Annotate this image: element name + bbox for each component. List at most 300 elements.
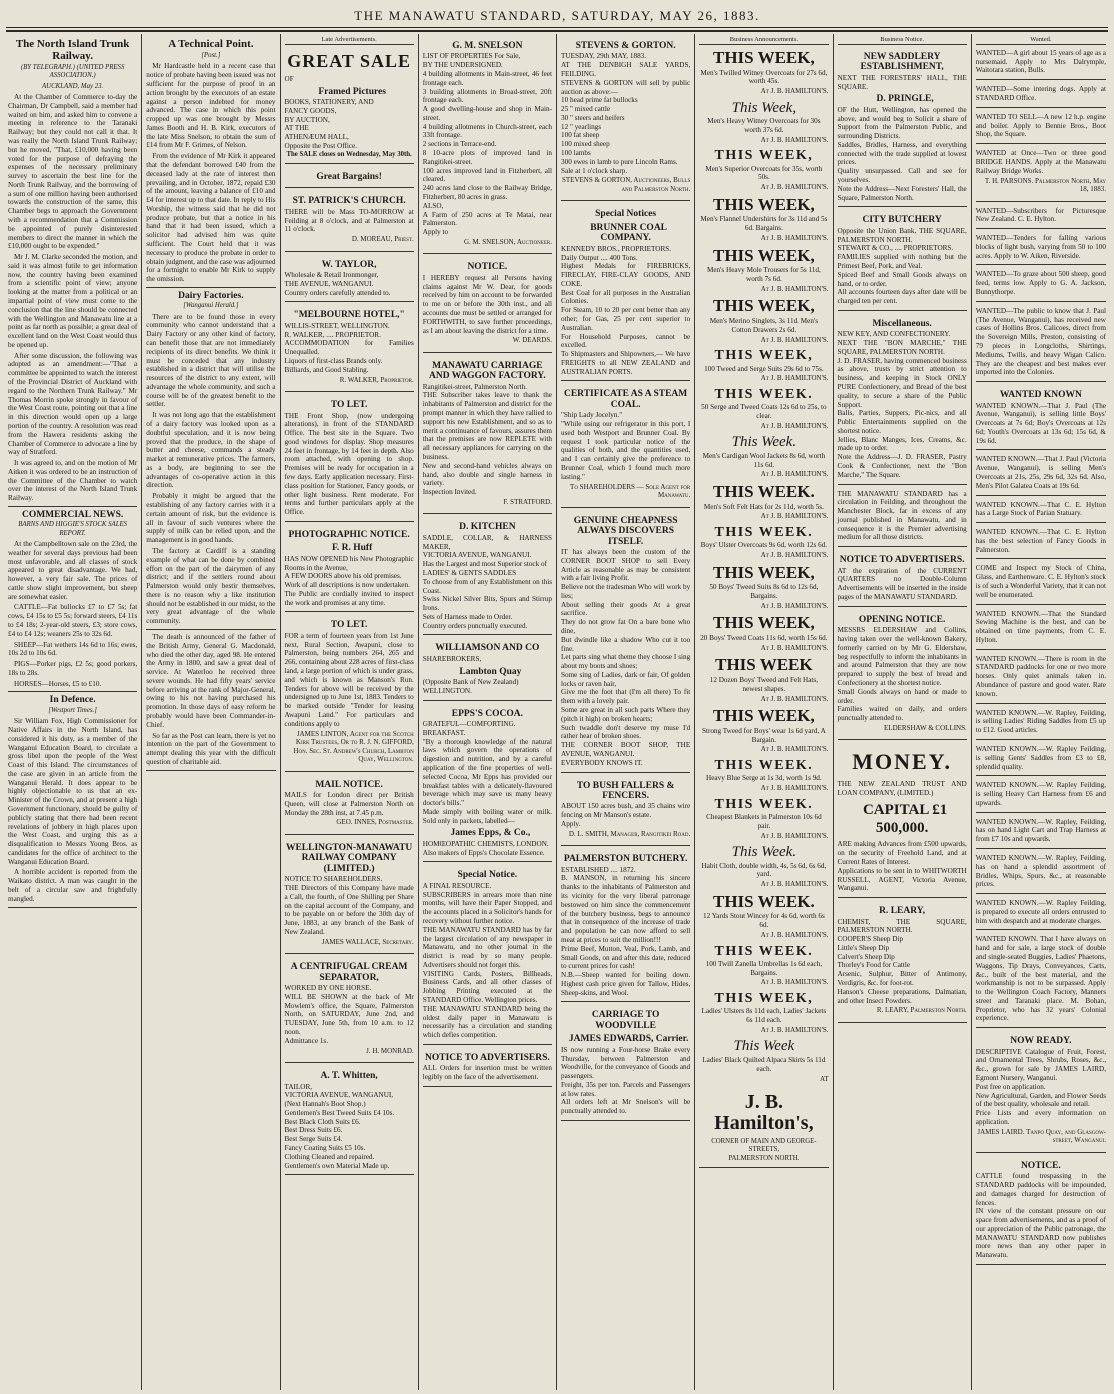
advertisement <box>285 395 414 522</box>
ad-line: Admittance 1s. <box>284 1036 329 1045</box>
ad-line: 100 mixed sheep <box>561 140 610 149</box>
ad-line: WANTED at Once—Two or three good BRIDGE HANDS. Apply at the Manawatu Railway Bridge Works. <box>975 149 1106 175</box>
this-week-line: Men's Soft Felt Hats for 2s 11d, worth 5s. <box>703 502 824 511</box>
advertisement <box>976 933 1106 1028</box>
ad-headline: CERTIFICATE AS A STEAM COAL. <box>563 389 688 410</box>
this-week-signature: At J. B. HAMILTON'S. <box>760 745 829 754</box>
ad-line: STEVENS & GORTON will sell by public auction as above:— <box>561 78 691 96</box>
ad-headline: PHOTOGRAPHIC NOTICE. <box>288 529 410 540</box>
ad-line: D. PRINGLE, <box>876 94 934 105</box>
advertisement <box>285 167 414 188</box>
ad-line: WILLIS-STREET, WELLINGTON. <box>284 321 390 330</box>
ad-line: All orders left at Mr Snelson's will be punctually attended to. <box>561 1098 691 1116</box>
advertisement <box>838 550 967 607</box>
ad-line: BY AUCTION, <box>284 115 330 124</box>
ad-headline: OPENING NOTICE. <box>858 614 946 625</box>
ad-line: Country orders punctually executed. <box>422 621 528 630</box>
ad-line: Saddles, Bridles, Harness, and everything connected with the trade supplied at lowest prices. <box>837 140 967 167</box>
ad-line: Some are great in all such parts Where they (pitch it high) on broken hearts; <box>561 706 691 723</box>
column-1 <box>4 34 142 1390</box>
this-week-ad <box>699 758 828 793</box>
ad-line: ALSO, <box>422 201 444 210</box>
advertisement <box>423 865 552 1045</box>
ad-line: Gentlemen's Best Tweed Suits £4 10s. <box>284 1108 395 1117</box>
advertisement <box>423 517 552 635</box>
this-week-ad <box>699 483 828 521</box>
ad-headline: A CENTRIFUGAL CREAM SEPARATOR, <box>290 962 408 983</box>
column-section-label: Business Notice. <box>838 36 967 45</box>
column-section-label: Late Advertisements. <box>285 36 414 45</box>
this-week-signature: At J. B. HAMILTON'S. <box>760 335 829 344</box>
this-week-ad <box>699 614 828 652</box>
ad-headline: R. LEARY, <box>879 906 926 917</box>
ad-line: Rangitikei-street, Palmerston North. <box>422 382 527 391</box>
ad-line: Prime Beef, Mutton, Veal, Pork, Lamb, and Small Goods, on and after this date, reduced to current prices for cash! <box>561 944 691 971</box>
this-week-line: Cheapest Blankets in Palmerston 10s 6d pair. <box>706 813 822 830</box>
article <box>146 291 275 626</box>
ad-line: Work of all descriptions is now undertaken. <box>284 581 410 590</box>
ad-line: VISITING Cards, Posters, Billheads, Business Cards, and all other classes of Jobbing Printing executed at the STANDARD Office. Wellington prices. <box>422 969 552 1005</box>
advertisement <box>561 204 690 381</box>
this-week-ad <box>699 348 828 383</box>
this-week-signature: At J. B. HAMILTON'S. <box>760 694 829 703</box>
this-week-signature: At J. B. HAMILTON'S. <box>760 831 829 840</box>
ad-line: NEXT THE "BON MARCHE," THE SQUARE, PALMERSTON NORTH. <box>837 339 967 356</box>
masthead-title: THE MANAWATU STANDARD, SATURDAY, MAY 26, 1883. <box>354 8 760 23</box>
article-paragraph: The factory at Cardiff is a standing example of what can be done by combined effort on the part of the dairymen of any district; and if the settlers round about Palmerston would only bestir themselves, there is no reason why a like institution should not be established in our midst, to the very great advantage of the whole community. <box>146 546 276 626</box>
ad-headline: Special Notice. <box>457 870 518 881</box>
ad-line: New Agricultural, Garden, and Flower Seeds of the best quality, wholesale and retail. <box>975 1091 1106 1109</box>
ad-signature: R. WALKER, Proprietor. <box>339 375 414 384</box>
article-paragraph: The death is announced of the father of the British Army, General G. Macdonald, who died the other day, aged 98. He entered the Army in 1800, and saw a great deal of service. At Waterloo he received three severe wounds. He had fifty years' service before arriving at the rank of Major-General, owing to his not having purchased his promotion. In those days of easy reform he probably would have been Commander-in-Chief. <box>146 632 276 729</box>
article-paragraph: At the Chamber of Commerce to-day the Chairman, Dr Campbell, said a member had waited on him, and asked him to convene a meeting in reference to the Taranaki Railway; but they could not call it that. It was really the North Island Trunk Railway; but he moved, "That, £10,000 having been voted for the purpose of defraying the expenses of the necessary preliminary survey to ascertain the best line for the North Trunk Railway, and the borrowing of a sum of one million having been authorised towards the construction of the same, this Chamber begs to approach the Government with a recommendation that a Commission be appointed of purely disinterested members to direct the manner in which the £10,000 ought to be expended." <box>8 93 138 251</box>
ad-line: SUBSCRIBERS in arrears more than nine months, will have their Paper Stopped, and the accounts placed in a Solicitor's hands for recovery without further notice. <box>422 890 552 925</box>
article-paragraph: Mr J. M. Clarke seconded the motion, and said it was almost futile to get information now, the country having been examined from a scientific point of view; anyone looking at the matter from a political or an impartial point of view must come to the conclusion that the line should be connected with the Wellington and Manawatu line at a point as far north as possible; a great deal of excellent land on the West Coast would thus be opened up. <box>8 253 138 349</box>
ad-line: Opposite the Union Bank, THE SQUARE, PALMERSTON NORTH. <box>837 226 967 244</box>
article-divider <box>8 907 137 908</box>
ad-line: A Farm of 250 acres at Te Matai, near Palmerston. <box>422 210 552 228</box>
ad-line: ATHENÆUM HALL, <box>284 133 349 142</box>
ad-line: WANTED KNOWN.—W. Rapley, Feilding, has on hand a splendid assortment of Bridles, Whips, Spurs, &c., at reasonable prices. <box>975 853 1106 889</box>
ad-line: (Opposite Bank of New Zealand) <box>422 678 519 687</box>
ad-line: VICTORIA AVENUE, WANGANUI, <box>284 1091 394 1100</box>
ad-line: Jellies, Blanc Manges, Ices, Creams, &c. made up to order. <box>837 435 967 453</box>
article-paragraph: Probably it might be argued that the establishing of any factory carries with it a certain amount of risk, but the evidence is all in favour of such ventures where the supply of milk can be relied upon, and the management is in good hands. <box>146 492 276 545</box>
ad-line: TAILOR, <box>284 1082 313 1091</box>
this-week-signature: At J. B. HAMILTON'S. <box>760 880 829 889</box>
ad-signature: J. H. MONRAD. <box>366 1046 414 1055</box>
ad-headline: TO LET. <box>330 620 368 631</box>
ad-line: Small Goods always on hand or made to order. <box>837 687 967 705</box>
ad-signature: STEVENS & GORTON, Auctioneers, Bulls and Palmerston North. <box>562 176 691 193</box>
this-week-signature: AT <box>819 1074 829 1083</box>
ad-headline: TO BUSH FALLERS & FENCERS. <box>576 780 675 801</box>
ad-line: Calvert's Sheep Dip <box>837 952 895 961</box>
ad-line: JAMES EDWARDS, Carrier. <box>568 1034 689 1045</box>
article-paragraph: There are to be found those in every community who cannot understand that a Dairy Factory or any other kind of factory, can benefit those that are not immediately recipients of its direct benefits. We think it must be conceded that any industry established in a district that will utilise the resources of the district to any extent, will advantage the whole community, and such a course will be of the greatest benefit to the settler. <box>146 312 276 409</box>
advertisement <box>976 268 1106 301</box>
ad-line: WANTED KNOWN.—W. Rapley, Feilding, has on hand Light Cart and Trap Harness at from £7 10s and upwards. <box>975 817 1106 844</box>
ad-line: Freight, 35s per ton. Parcels and Passengers at low rates. <box>561 1080 691 1098</box>
ad-line: WANTED KNOWN.—That J. Paul (Victoria Avenue, Wanganui), is selling Men's Overcoats at 21s, 25s, 29s 6d, 32s 6d. Also, Men's Pilot Galatea Coats at 19s 6d. <box>975 455 1106 490</box>
this-week-signature: At J. B. HAMILTON'S. <box>760 234 829 243</box>
article-headline: Dairy Factories. <box>178 290 244 301</box>
this-week-line: Men's Merino Singlets, 3s 11d. Men's Cotton Drawers 2s 6d. <box>709 317 819 334</box>
this-week-banner: THIS WEEK. <box>714 796 814 812</box>
column-6 <box>695 34 833 1390</box>
this-week-banner: This Week <box>733 1038 795 1055</box>
ad-line: STEWART & CO., .... PROPRIETORS. <box>837 244 954 253</box>
ad-line: EVERYBODY KNOWS IT. <box>561 758 643 767</box>
ad-line: A good dwelling-house and shop in Main-street. <box>422 105 552 122</box>
advertisement <box>838 901 967 1023</box>
ad-signature: D. MOREAU, Priest. <box>351 235 414 244</box>
article-headline: A Technical Point. <box>168 38 254 50</box>
advertisement <box>976 385 1106 450</box>
ad-signature: T. H. PARSONS. Palmerston North, May 18, 1883. <box>984 176 1106 194</box>
advertisement <box>285 957 414 1063</box>
ad-line: WANTED—To graze about 500 sheep, good feed, terms low. Apply to G. A. Jackson, Bunnythorpe. <box>975 270 1106 297</box>
hamilton-name: J. B. Hamilton's, <box>714 1091 814 1135</box>
article-paragraph: HORSES—Horses, £5 to £10. <box>14 679 102 688</box>
this-week-line: Men's Twilled Witney Overcoats for 27s 6d, worth 45s. <box>700 68 828 86</box>
ad-line: Highest Medals for FIREBRICKS, FIRECLAY, FIRE-CLAY GOODS, AND COKE. <box>561 262 691 288</box>
this-week-ad <box>699 797 828 840</box>
ad-line: WILL BE SHOWN at the back of Mr Mowlem's office, the Square, Palmerston North, on SATURDAY, June 2nd, and TUESDAY, June 5th, from 10 a.m. to 12 noon. <box>284 992 414 1037</box>
ad-line: The Public are cordially invited to inspect the work and promises at any time. <box>284 589 414 607</box>
ad-line: COME and Inspect my Stock of China, Glass, and Earthenware. C. E. Hylton's stock is of such a Wonderful Variety, that it can not well be enumerated. <box>975 564 1106 599</box>
ad-line: All accounts fourteen days after date will be charged ten per cent. <box>837 288 967 306</box>
ad-line: Arsenic, Sulphur, Bitter of Antimony, Verdigris, &c. for foot-rot. <box>837 970 967 987</box>
advertisement <box>423 356 552 515</box>
this-week-line: 50 Serge and Tweed Coats 12s 6d to 25s, to clear. <box>701 403 827 420</box>
ad-signature: JAMES WALLACE, Secretary. <box>321 937 414 946</box>
article <box>8 695 137 903</box>
ad-line: James Epps, & Co., <box>450 828 531 839</box>
advertisement <box>561 384 690 507</box>
advertisement <box>976 526 1106 559</box>
ad-line: AT THE DENBIGH SALE YARDS, FEILDING. <box>561 61 691 78</box>
ad-signature: GEO. INNES, Postmaster. <box>336 818 414 827</box>
ad-headline: MONEY. <box>852 749 953 775</box>
this-week-signature: At J. B. HAMILTON'S. <box>760 1025 829 1034</box>
this-week-ad <box>699 148 828 191</box>
ad-line: Made simply with boiling water or milk. Sold only in packets, labelled— <box>422 807 552 825</box>
advertisement <box>976 499 1106 524</box>
article-divider <box>146 287 275 288</box>
article <box>146 38 275 284</box>
advertisement <box>976 562 1106 604</box>
ad-line: Inspection Invited. <box>422 488 477 497</box>
this-week-line: 100 Tweed and Serge Suits 29s 6d to 75s. <box>704 364 824 373</box>
ad-signature: R. LEARY, Palmerston North. <box>876 1006 967 1015</box>
ad-line: 3 building allotments in Broad-street, 20ft frontage each. <box>422 87 552 105</box>
advertisement <box>423 638 552 700</box>
advertisement <box>976 779 1106 812</box>
ad-line: 100 fat sheep <box>561 131 600 140</box>
ad-headline: CITY BUTCHERY <box>862 215 942 226</box>
ad-line: THE Directors of this Company have made a Call, the fourth, of One Shilling per Share on the capital account of the Company, and to be payable on or before the 30th day of June, 1883, at any branch of the Bank of New Zealand. <box>284 884 414 936</box>
ad-line: BOOKS, STATIONERY, AND <box>284 97 374 106</box>
ad-line: Wholesale & Retail Ironmonger, <box>284 271 379 280</box>
ad-line: Fancy Coating Suits £5 10s. <box>284 1144 366 1153</box>
ad-line: 4 building allotments in Main-street, 46 feet frontage each. <box>422 70 552 87</box>
this-week-banner: This Week, <box>731 99 797 116</box>
article-paragraph: From the evidence of Mr Kirk it appeared that the defendant borrowed £40 from the deceased lady at the rate of interest then prevailing, and in October, 1872, repaid £30 of the amount, leaving a balance of £10 and £4 for interest up to that date. In reply to His Worship, the witness said that he did not produce probate, but that a notice in his hand that it had been issued, which a solicitor had advised him was quite sufficient. The Court held that it was necessary to produce the probate in order to obtain judgment, and the case was adjourned for a fortnight to enable Mr Kirk to supply the omission. <box>146 152 276 284</box>
this-week-line: Men's Superior Overcoats for 35s, worth 50s. <box>705 164 823 182</box>
this-week-banner: This Week. <box>731 844 797 861</box>
ad-line: Framed Pictures <box>318 86 386 97</box>
ad-headline: WANTED KNOWN <box>999 390 1082 401</box>
ad-signature: D. L. SMITH, Manager, Rangitikei Road. <box>568 829 691 838</box>
ad-line: THE MANAWATU STANDARD has a circulation in Feilding, and throughout the Manchester Block, far in excess of any journal published in Manawatu, and in consequence it is the Premier advertising medium for all those districts. <box>837 489 967 542</box>
article-paragraph: SHEEP—Fat wethers 14s 6d to 16s; ewes, 10s 2d to 10s 6d. <box>8 640 138 658</box>
advertisement <box>423 36 552 254</box>
ad-line: ARE making Advances from £500 upwards, on the security of Freehold Land, and at Current Rates of Interest. <box>837 840 967 866</box>
ad-line: Sale at 1 o'clock sharp. <box>561 166 628 175</box>
this-week-ad <box>699 991 828 1034</box>
this-week-line: Ladies' Black Quilted Alpaca Skirts 5s 11d each. <box>702 1055 826 1073</box>
ad-line: (Next Hannah's Boot Shop.) <box>284 1100 366 1109</box>
advertisement <box>976 852 1106 894</box>
ad-line: WELLINGTON. <box>422 686 472 695</box>
article-dateline: AUCKLAND, May 23. <box>42 82 104 90</box>
advertisement <box>285 255 414 303</box>
ad-line: Best Dress Suits £6. <box>284 1126 343 1135</box>
ad-line: IS now running a Four-horse Brake every Thursday, between Palmerston and Woodville, for the conveyance of Goods and passengers. <box>561 1045 691 1081</box>
this-week-banner: THIS WEEK. <box>713 891 815 911</box>
article-paragraph: So far as the Post can learn, there is yet no intention on the part of the Government to attempt dealing this year with the difficult question of charitable aid. <box>146 731 276 766</box>
this-week-line: Ladies' Ulsters 8s 11d each, Ladies' Jackets 6s 11d each. <box>701 1007 827 1025</box>
ad-headline: PALMERSTON BUTCHERY. <box>563 854 688 865</box>
this-week-ad <box>699 297 828 344</box>
this-week-line: Habit Cloth, double width, 4s, 5s 6d, 6s 6d, yard. <box>701 861 827 879</box>
ad-headline: MAIL NOTICE. <box>315 779 383 790</box>
ad-line: "Ship Lady Jocelyn." <box>561 411 623 420</box>
this-week-signature: At J. B. HAMILTON'S. <box>760 601 829 610</box>
columns <box>4 34 1110 1390</box>
advertisement <box>976 47 1106 80</box>
advertisement <box>285 838 414 954</box>
this-week-ad <box>699 387 828 430</box>
this-week-banner: THIS WEEK, <box>713 245 815 265</box>
this-week-ad <box>699 656 828 703</box>
hamilton-address-line: PALMERSTON NORTH. <box>728 1154 800 1162</box>
ad-line: NOTICE TO SHAREHOLDERS. <box>284 875 383 884</box>
ad-line: Some sing of Ladies, dark or fair, Of golden locks or raven hair, <box>561 670 691 688</box>
ad-line: 12 " yearlings <box>561 122 602 131</box>
ad-line: VICTORIA AVENUE, WANGANUI. <box>422 551 532 560</box>
ad-headline: MANAWATU CARRIAGE AND WAGGON FACTORY. <box>428 360 546 382</box>
advertisement <box>838 743 967 898</box>
ad-line: 2 sections in Terrace-end. <box>422 140 497 149</box>
ad-headline: ST. PATRICK'S CHURCH. <box>292 196 406 207</box>
column-section-label: Wanted. <box>976 36 1106 45</box>
ad-line: MAILS for London direct per British Queen, will close at Palmerston North on Monday the 28th inst, at 7.45 p.m. <box>284 791 414 817</box>
this-week-ad <box>699 525 828 560</box>
ad-line: THE MANAWATU STANDARD being the oldest daily paper in Manawatu is necessarily has a circulation and standing which defies competition. <box>422 1004 552 1040</box>
advertisement <box>423 257 552 352</box>
ad-line: THE AVENUE, WANGANUI. <box>284 279 374 288</box>
advertisement <box>976 743 1106 776</box>
this-week-line: Men's Flannel Undershirts for 3s 11d and 5s 6d. Bargains. <box>700 215 828 233</box>
advertisement <box>285 525 414 613</box>
ad-line: Note the Address—Next Foresters' Hall, the Square, Palmerston North. <box>837 184 967 202</box>
ad-line: Quality unsurpassed. Call and see for yourselves. <box>837 167 967 185</box>
ad-line: New and second-hand vehicles always on hand, also double and single harness in variety. <box>422 461 552 488</box>
this-week-signature: At J. B. HAMILTON'S. <box>760 512 829 521</box>
ad-line: WANTED KNOWN.—That the Standard Sewing Machine is the best, and can be obtained on time payments, from C. E. Hylton. <box>975 609 1106 644</box>
ad-headline: Special Notices <box>595 209 657 220</box>
column-4 <box>419 34 557 1390</box>
ad-headline: NOW READY. <box>1010 1036 1072 1047</box>
article-dateline: [Wanganui Herald.] <box>183 302 239 310</box>
advertisement <box>561 1005 690 1121</box>
this-week-signature: At J. B. HAMILTON'S. <box>760 421 829 430</box>
advertisement <box>838 488 967 548</box>
advertisement <box>423 704 552 863</box>
this-week-ad <box>699 1038 828 1083</box>
ad-line: HAS NOW OPENED his New Photographic Rooms in the Avenue, <box>284 554 414 572</box>
ad-line: HOMŒOPATHIC CHEMISTS, LONDON. <box>422 839 549 848</box>
advertisement <box>976 111 1106 144</box>
article-paragraph: Mr Hardcastle held in a recent case that notice of probate having been issued was not sufficient for the purpose of proof in an action brought by the executors of an estate against a person indebted for money advanced. The case in which this point cropped up was one brought by Messrs James Booth and H. B. Kirk, executors of the late Miss Snelson, to obtain the sum of £14 from Mr F. Grimes, of Nelson. <box>146 62 276 150</box>
ad-signature: G. M. SNELSON, Auctioneer. <box>463 237 552 246</box>
ad-line: I HEREBY request all Persons having claims against Mr W. Dear, for goods received by him on account to be forwarded to me on or before the 30th inst., and all accounts due must be settled or arranged for FORTHWITH, to save further proceedings, as I am about leaving the district for a time. <box>422 273 552 335</box>
this-week-line: Men's Heavy Witney Overcoats for 30s worth 37s 6d. <box>707 117 821 134</box>
ad-headline: "MELBOURNE HOTEL," <box>293 310 405 321</box>
ad-line: FANCY GOODS, <box>284 106 337 115</box>
advertisement <box>561 776 690 847</box>
advertisement <box>285 615 414 771</box>
this-week-banner: THIS WEEK <box>715 655 813 675</box>
ad-line: ABOUT 150 acres bush, and 35 chains wire fencing on Mr Manson's estate. <box>561 802 691 820</box>
this-week-banner: THIS WEEK, <box>713 296 815 316</box>
ad-line: ACCOMMODATION for Families Unequalled. <box>284 339 414 357</box>
this-week-banner: THIS WEEK. <box>714 524 814 540</box>
ad-line: Opposite the Post Office. <box>284 141 358 150</box>
this-week-ad <box>699 196 828 243</box>
advertisement <box>976 147 1106 201</box>
ad-line: Spiced Beef and Small Goods always on hand, or to order. <box>837 270 967 288</box>
ad-line: MESSRS ELDERSHAW and Collins, having taken over the well-known Bakery, formerly carried on by Mr G. Eldershaw, beg respectfully to inform the inhabitants in and around Palmerston that they are now prepared to supply the best of bread and Confectionery at the shortest notice. <box>837 626 967 687</box>
article-divider <box>146 629 275 630</box>
ad-line: BY THE UNDERSIGNED. <box>422 61 503 70</box>
ad-line: Billiards, and Good Stabling. <box>284 365 369 374</box>
ad-line: Liquors of first-class Brands only. <box>284 357 383 365</box>
this-week-banner: THIS WEEK, <box>714 991 814 1006</box>
ad-line: Such twaddle don't deserve my muse I'd rather hear of broken shoes. <box>561 723 691 741</box>
ad-line: WANTED KNOWN. That I have always on hand and for sale, a large stock of double and single-seated Buggies, Ladies' Phaetons, Waggons, Tip Drays, Conveyances, Carts, &c., built of the best material, and the workmanship is not to be surpassed. Apply to the Wellington Coach Factory, Manners street and Taranaki place. M. Bohan, Proprietor, who has 32 years' Colonial experience. <box>975 935 1106 1023</box>
advertisement <box>976 897 1106 930</box>
ad-line: BREAKFAST. <box>422 728 466 737</box>
ad-line: 8 10-acre plots of improved land in Rangitikei-street. <box>422 149 552 166</box>
this-week-line: 100 Twill Zanella Umbrellas 1s 6d each, Bargains. <box>705 959 823 977</box>
ad-line: For Household Purposes, cannot be excelled. <box>561 332 691 350</box>
ad-headline: NOTICE. <box>1020 1160 1061 1171</box>
column-7 <box>834 34 972 1390</box>
ad-line: THERE will be Mass TO-MORROW at Feilding at 8 o'clock, and at Palmerston at 11 o'clock. <box>284 207 414 234</box>
article-dateline: [Westport Times.] <box>48 706 97 714</box>
ad-line: WANTED—The public to know that J. Paul (The Avenue, Wanganui), has received new cases of Hollins Bros. Calicoes, direct from the Sovereign Mills, Preston, consisting of 79 pieces in Longcloths, Shirtings, Mediums, Twills, and heavy Wigan Calico. They are the cheapest and best makes ever imported into the Colonies. <box>975 306 1106 377</box>
advertisement <box>561 511 690 773</box>
this-week-banner: THIS WEEK, <box>713 47 815 67</box>
this-week-banner: THIS WEEK, <box>714 148 814 164</box>
ad-line: Swiss Nickel Silver Bits, Spurs and Stirrup Irons. <box>422 595 552 613</box>
ad-headline: NOTICE. <box>467 262 508 273</box>
advertisement <box>976 1031 1106 1153</box>
ad-line: Give me the foot that (I'm all there) To fit them with a lovely pair. <box>561 688 691 706</box>
ad-line: OF <box>284 74 294 83</box>
article-headline: COMMERCIAL NEWS. <box>21 509 124 520</box>
ad-line: WANTED—Tenders for falling various blocks of light bush, varying from 50 to 100 acres. Apply to W. Aiken, Riverside. <box>975 234 1106 260</box>
ad-signature: To SHAREHOLDERS — Sole Agent for Manawatu. <box>570 482 691 500</box>
column-8 <box>972 34 1110 1390</box>
ad-line: SADDLE, COLLAR, & HARNESS MAKER, <box>422 533 552 551</box>
ad-line: B. MANSON, in returning his sincere thanks to the inhabitants of Palmerston and its vicinity for the very liberal patronage bestowed on him since the commencement of the butchery business, begs to announce that in consequence of the increase of trade and population he can now afford to sell meat at prices to suit the million!!! <box>561 874 691 944</box>
ad-line: Post free on application. <box>975 1082 1046 1091</box>
article-paragraph: It was agreed to, and on the motion of Mr Aitken it was ordered to be an instruction of the Committee of the Chamber to watch over the interest of the North Island Trunk Railway. <box>8 459 138 503</box>
ad-signature: JAMES LINTON, Agent for the Scotch Kirk Trustees, Or to R. J. N. GIFFORD, Hon. Sec. St. Andrew's Church, Lambton Quay, Wellington. <box>293 729 414 764</box>
ad-line: OF the Hutt, Wellington, has opened the above, and would beg to Solicit a share of Support from the Palmerston Public, and surrounding Districts. <box>837 105 967 141</box>
ad-line: THE CORNER BOOT SHOP, THE AVENUE, WANGANUI. <box>561 741 691 758</box>
ad-line: 100 acres improved land in Fitzherbert, all cleared. <box>422 166 552 184</box>
this-week-line: Men's Cardigan Wool Jackets 8s 6d, worth 11s 6d. <box>702 451 826 469</box>
ad-line: Lambton Quay <box>459 666 522 677</box>
this-week-signature: At J. B. HAMILTON'S. <box>760 183 829 192</box>
ad-headline: D. KITCHEN <box>459 522 516 533</box>
ad-line: CATTLE found trespassing in the STANDARD paddocks will be impounded, and damages charged for destruction of fences. <box>975 1172 1106 1207</box>
ad-line: R. WALKER, .... PROPRIETOR. <box>284 330 381 339</box>
article-divider <box>8 691 137 692</box>
masthead-rule <box>6 27 1108 28</box>
ad-line: WANTED KNOWN.—There is room in the STANDARD paddocks for one or two more horses. Only quiet animals taken in. Abundance of pasture and good water. Rate known. <box>975 654 1106 698</box>
ad-line: THE Subscriber takes leave to thank the inhabitants of Palmerston and district for the prompt manner in which they have rallied to support his new Establishment, and so as to merit a continuance of favours, assures them that the premises are now REPLETE with all necessary appliances for carrying on the business. <box>422 391 552 461</box>
this-week-banner: THIS WEEK, <box>713 706 815 726</box>
this-week-signature: At J. B. HAMILTON'S. <box>760 470 829 479</box>
ad-headline: WILLIAMSON AND CO <box>435 643 540 654</box>
ad-line: AT the expiration of the CURRENT QUARTERS no Double-Column Advertisements will be inserted in the inside pages of the MANAWATU STANDARD. <box>837 566 967 602</box>
this-week-banner: THIS WEEK, <box>714 348 814 364</box>
ad-line: 30 " steers and heifers <box>561 113 625 122</box>
ad-line: Apply. <box>561 819 581 828</box>
this-week-line: Strong Tweed for Boys' wear 1s 6d yard, A Bargain. <box>701 726 826 744</box>
ad-headline: NOTICE TO ADVERTISERS. <box>425 1052 550 1063</box>
article-paragraph: At the Campbelltown sale on the 23rd, the weather for several days previous had been most unfavorable, and all classes of stock appeared to great disadvantage. We had, however, a very fair sale. The prices of cattle show slight improvement, but sheep are somewhat easier. <box>8 539 138 601</box>
ad-line: WANTED KNOWN.—That C. E. Hylton has a Large Stock of Parian Statuary. <box>975 500 1106 518</box>
ad-line: BRUNNER COAL COMPANY. <box>590 222 668 244</box>
this-week-banner: This Week. <box>731 434 797 451</box>
ad-line: To choose from of any Establishment on this Coast. <box>422 577 552 595</box>
this-week-ad <box>699 944 828 987</box>
ad-headline: GREAT SALE <box>287 50 412 71</box>
ad-line: WANTED KNOWN.—W. Rapley Feilding, is selling Gents' Saddles from £3 to £8, splendid quality. <box>975 744 1106 771</box>
this-week-signature: At J. B. HAMILTON'S. <box>760 374 829 383</box>
ad-headline: WELLINGTON-MANAWATU RAILWAY COMPANY (LIMITED.) <box>285 842 413 874</box>
ad-line: Best Black Cloth Suits £6. <box>284 1117 361 1126</box>
ad-line: Note the Address—J. D. FRASER, Pastry Cook & Confectioner, next the "Bon Marche," The Square. <box>837 453 967 479</box>
ad-line: Best Serge Suits £4. <box>284 1135 343 1144</box>
this-week-signature: At J. B. HAMILTON'S. <box>760 784 829 793</box>
ad-line: About selling their goods At a great sacrifice. <box>561 600 691 618</box>
ad-line: Sets of Harness made to Order. <box>422 612 513 621</box>
article-dateline: [Post.] <box>201 52 221 60</box>
article-headline: In Defence. <box>49 695 96 706</box>
article-divider <box>8 506 137 507</box>
ad-signature: W. DEARDS. <box>512 336 552 345</box>
ad-line: CAPITAL £1 500,000. <box>862 801 948 837</box>
ad-line: To Shipmasters and Shipowners,— We have FREIGHTS to all NEW ZEALAND and AUSTRALIAN PORTS. <box>561 350 691 376</box>
